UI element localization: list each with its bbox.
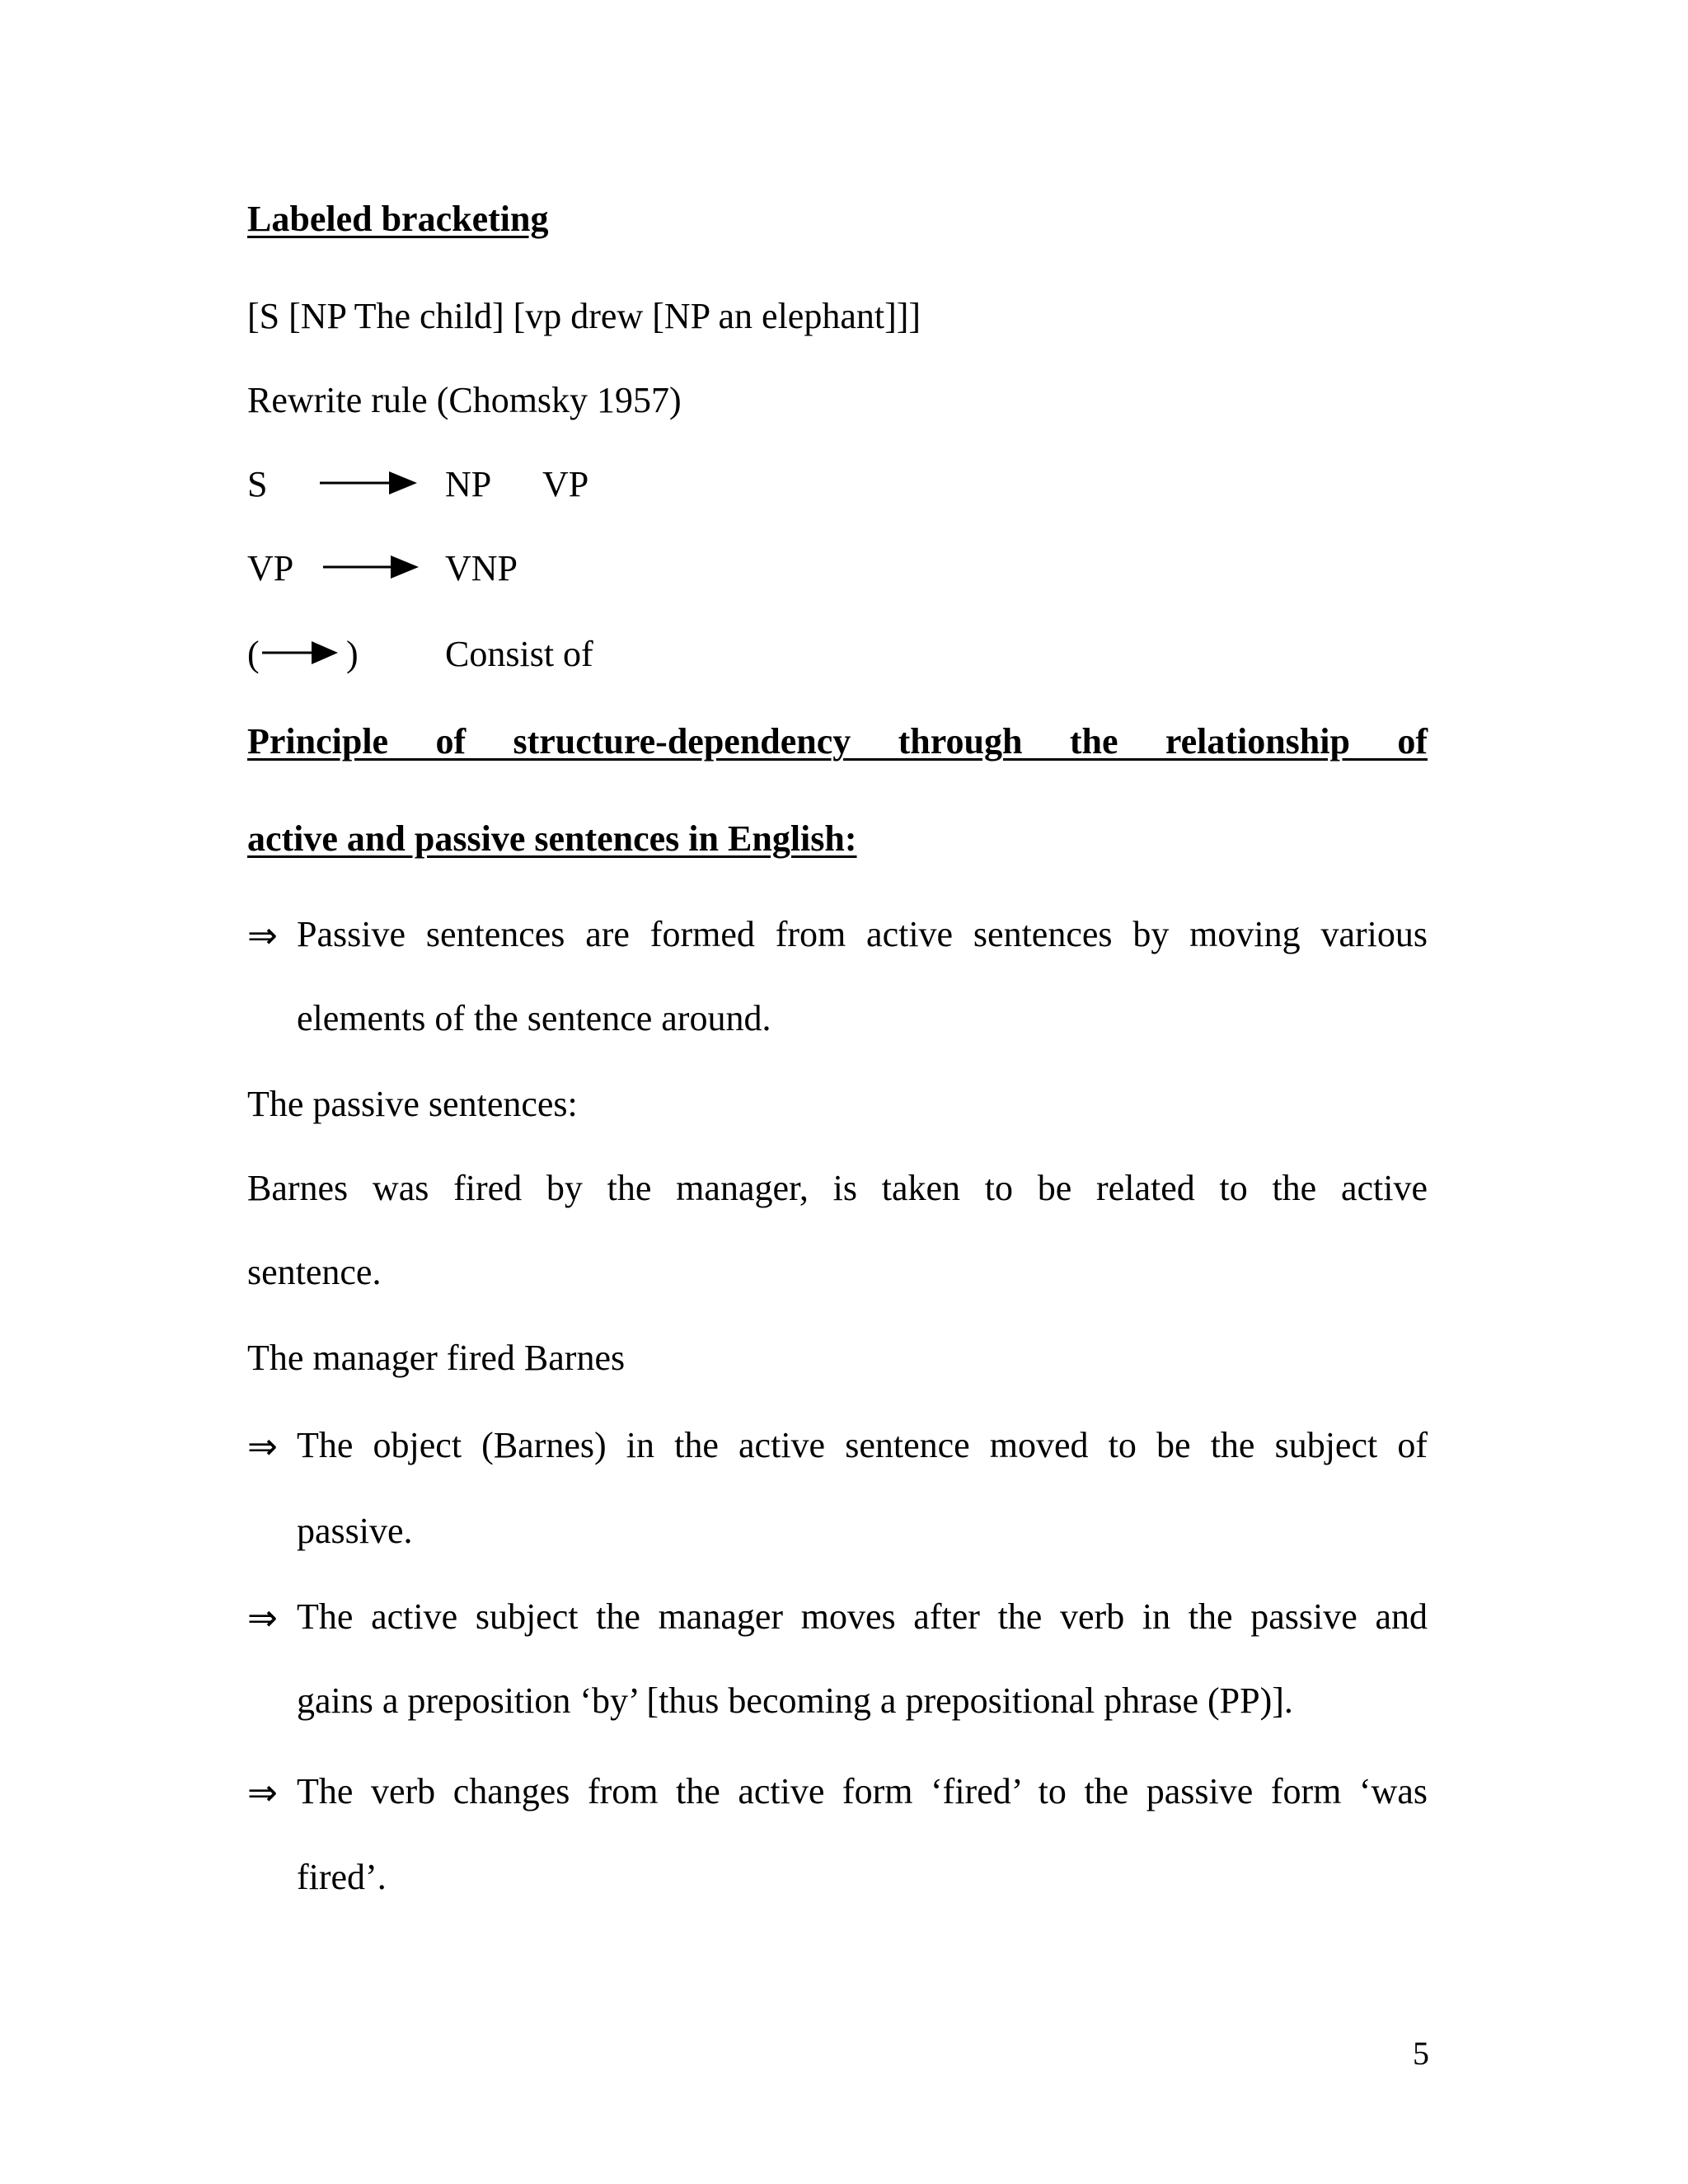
bracketing-example: [S [NP The child] [vp drew [NP an elephant]]] (247, 296, 921, 336)
bullet-1-line-1: Passive sentences are formed from active sentences by moving various (297, 914, 1428, 954)
legend-arrow-icon (262, 638, 341, 668)
page-number: 5 (1413, 2035, 1429, 2072)
legend-open-paren: ( (247, 634, 260, 674)
legend-close-paren: ) (346, 634, 359, 674)
heading-principle-line-1: Principle of structure-dependency through the relationship of (247, 721, 1428, 762)
active-example: The manager fired Barnes (247, 1338, 626, 1378)
heading-principle-line-2: active and passive sentences in English: (247, 818, 857, 859)
bullet-1-line-2: elements of the sentence around. (297, 998, 771, 1038)
rule-2-rhs-vnp: VNP (445, 548, 518, 588)
bullet-2-line-2: passive. (297, 1511, 413, 1551)
example-line-2: sentence. (247, 1252, 382, 1292)
bullet-4-line-1: The verb changes from the active form ‘fired’ to the passive form ‘was (297, 1771, 1428, 1811)
bullet-3-line-2: gains a preposition ‘by’ [thus becoming a prepositional phrase (PP)]. (297, 1680, 1293, 1721)
bullet-3-arrow-icon: ⇒ (247, 1597, 278, 1639)
rule-2-arrow-icon (323, 552, 422, 582)
rule-1-lhs: S (247, 464, 268, 504)
example-line-1: Barnes was fired by the manager, is taken to be related to the active (247, 1168, 1428, 1208)
legend-meaning: Consist of (445, 634, 593, 674)
passive-sentences-label: The passive sentences: (247, 1084, 578, 1124)
rule-1-rhs-vp: VP (542, 464, 589, 504)
bullet-2-arrow-icon: ⇒ (247, 1426, 278, 1468)
bullet-4-arrow-icon: ⇒ (247, 1772, 278, 1814)
bullet-4-line-2: fired’. (297, 1857, 387, 1897)
rule-1-arrow-icon (320, 468, 419, 498)
rule-1-rhs-np: NP (445, 464, 492, 504)
rewrite-rule-label: Rewrite rule (Chomsky 1957) (247, 380, 682, 420)
rule-2-lhs: VP (247, 548, 294, 588)
bullet-3-line-1: The active subject the manager moves after the verb in the passive and (297, 1596, 1428, 1637)
heading-labeled-bracketing: Labeled bracketing (247, 199, 549, 239)
bullet-2-line-1: The object (Barnes) in the active sentence moved to be the subject of (297, 1425, 1428, 1465)
bullet-1-arrow-icon: ⇒ (247, 915, 278, 957)
